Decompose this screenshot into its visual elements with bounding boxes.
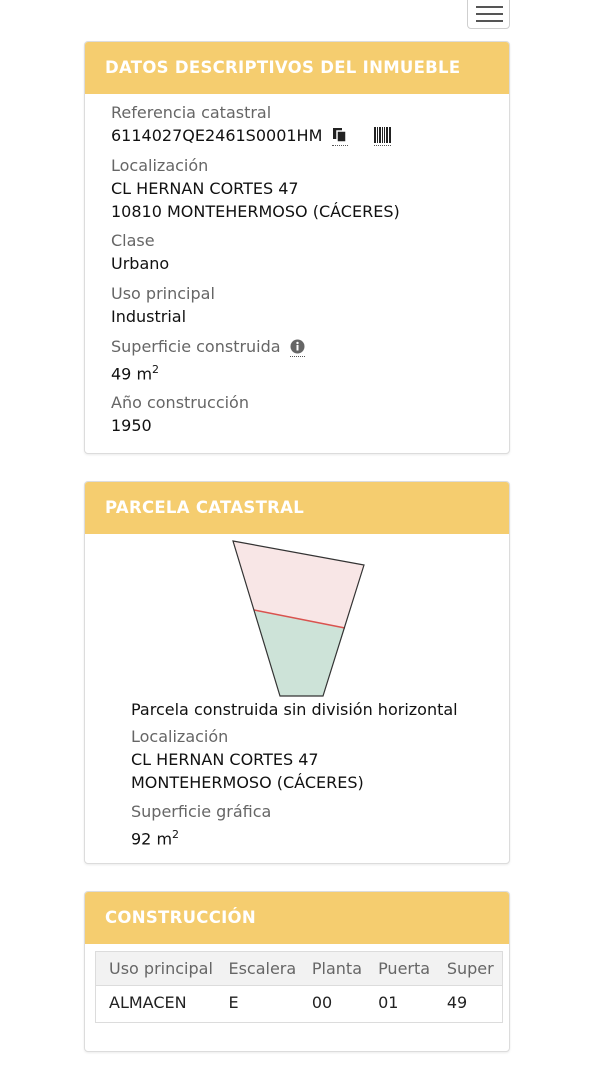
panel-title: DATOS DESCRIPTIVOS DEL INMUEBLE: [85, 42, 509, 94]
referencia-label: Referencia catastral: [111, 103, 272, 122]
parcela-superficie-unit-exponent: 2: [172, 828, 180, 841]
hamburger-menu-icon: [476, 6, 503, 8]
panel-parcela-catastral: [84, 481, 510, 864]
parcela-superficie-label: Superficie gráfica: [131, 802, 272, 821]
parcela-localizacion-line2: MONTEHERMOSO (CÁCERES): [131, 773, 364, 792]
clase-value: Urbano: [111, 254, 170, 273]
parcela-localizacion-line1: CL HERNAN CORTES 47: [131, 750, 319, 769]
parcel-map[interactable]: [85, 534, 510, 709]
panel-construccion: [84, 891, 510, 1052]
superficie-label: Superficie construida: [111, 337, 281, 356]
copy-icon[interactable]: [332, 127, 348, 146]
referencia-value: 6114027QE2461S0001HM: [111, 126, 323, 145]
hamburger-menu-icon-line: [476, 13, 503, 15]
localizacion-line1: CL HERNAN CORTES 47: [111, 179, 299, 198]
barcode-icon[interactable]: [374, 127, 391, 146]
field-referencia: [111, 102, 400, 437]
table-header-row: [96, 952, 502, 986]
parcela-superficie-row: [131, 823, 458, 850]
anio-value: 1950: [111, 416, 152, 436]
cell-puerta: 01: [378, 993, 399, 1012]
info-icon[interactable]: [290, 339, 305, 357]
cell-planta: 00: [311, 993, 333, 1012]
parcel-unbuilt-area: [233, 541, 364, 628]
panel-title: PARCELA CATASTRAL: [85, 482, 509, 534]
clase-label: Clase: [111, 231, 155, 250]
menu-button[interactable]: [467, 0, 510, 29]
header-uso-principal: Uso principal: [109, 959, 213, 978]
hamburger-menu-icon-line: [476, 20, 503, 22]
header-planta: Planta: [311, 959, 362, 978]
header-escalera: Escalera: [228, 959, 297, 978]
superficie-value: 49 m: [111, 364, 153, 384]
cell-uso: ALMACEN: [109, 993, 187, 1012]
header-superficie: Super: [446, 959, 494, 978]
panel-title: CONSTRUCCIÓN: [85, 892, 509, 944]
cell-superficie: 49: [446, 993, 468, 1012]
parcela-description: Parcela construida sin división horizontal: [131, 700, 458, 719]
header-puerta: Puerta: [378, 959, 431, 978]
uso-label: Uso principal: [111, 284, 215, 303]
localizacion-label: Localización: [111, 156, 209, 175]
superficie-unit-exponent: 2: [152, 363, 160, 376]
referencia-value-row: [111, 124, 400, 147]
uso-value: Industrial: [111, 307, 187, 326]
cell-escalera: E: [228, 993, 239, 1012]
table-row: [96, 986, 502, 1020]
parcela-info: [131, 698, 458, 850]
construccion-table: [96, 952, 502, 1019]
localizacion-line2: 10810 MONTEHERMOSO (CÁCERES): [111, 202, 400, 221]
superficie-label-row: [111, 336, 400, 358]
superficie-value-row: [111, 358, 400, 385]
parcela-localizacion-label: Localización: [131, 727, 229, 746]
construccion-table-wrapper[interactable]: [95, 951, 503, 1023]
panel-datos-descriptivos: [84, 41, 510, 454]
anio-label: Año construcción: [111, 393, 249, 413]
parcela-superficie-value: 92 m: [131, 829, 173, 849]
